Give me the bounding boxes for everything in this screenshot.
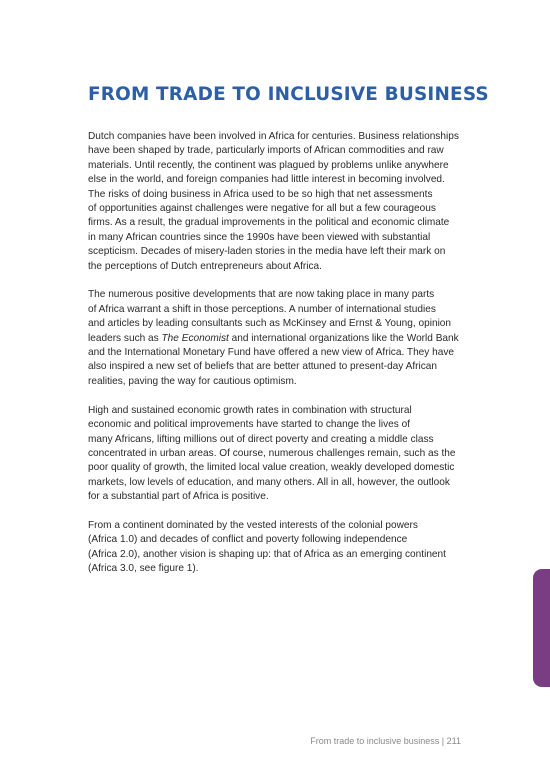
- text-segment: and international organizations like the World Bank: [228, 332, 459, 344]
- paragraph-1: [88, 130, 460, 274]
- text-line: concentrated in urban areas. Of course, numerous challenges remain, such as the: [88, 447, 456, 459]
- publication-name: The Economist: [161, 332, 229, 344]
- text-line: poor quality of growth, the limited local value creation, weakly developed domestic: [88, 462, 455, 474]
- text-line: (Africa 1.0) and decades of conflict and poverty following independence: [88, 534, 408, 546]
- text-line: (Africa 3.0, see figure 1).: [88, 563, 199, 575]
- text-line: have been shaped by trade, particularly imports of African commodities and raw: [88, 145, 444, 157]
- text-line: economic and political improvements have started to change the lives of: [88, 419, 411, 431]
- text-line: The numerous positive developments that are now taking place in many parts: [88, 289, 435, 301]
- text-line: else in the world, and foreign companies had little interest in becoming involved.: [88, 174, 445, 186]
- text-line: realities, paving the way for cautious optimism.: [88, 375, 297, 387]
- text-line: markets, low levels of education, and many others. All in all, however, the outlook: [88, 476, 450, 488]
- paragraph-2: [88, 288, 460, 389]
- text-line: and the International Monetary Fund have offered a new view of Africa. They have: [88, 347, 455, 359]
- text-line: From a continent dominated by the vested interests of the colonial powers: [88, 519, 418, 531]
- text-line: many Africans, lifting millions out of direct poverty and creating a middle class: [88, 433, 434, 445]
- text-line: The risks of doing business in Africa used to be so high that net assessments: [88, 188, 433, 200]
- text-line: for a substantial part of Africa is positive.: [88, 491, 269, 503]
- text-line: of opportunities against challenges were negative for all but a few courageous: [88, 203, 436, 215]
- text-line: Dutch companies have been involved in Africa for centuries. Business relationships: [88, 131, 459, 142]
- text-line: [88, 332, 460, 346]
- body-text: [88, 130, 460, 591]
- text-line: of Africa warrant a shift in those perceptions. A number of international studies: [88, 303, 436, 315]
- text-segment: leaders such as: [88, 332, 162, 344]
- text-line: (Africa 2.0), another vision is shaping up: that of Africa as an emerging continent: [88, 548, 446, 560]
- text-line: in many African countries since the 1990s have been viewed with substantial: [88, 231, 431, 243]
- text-line: the perceptions of Dutch entrepreneurs about Africa.: [88, 260, 322, 272]
- paragraph-4: [88, 519, 460, 577]
- text-line: High and sustained economic growth rates in combination with structural: [88, 404, 412, 416]
- text-line: firms. As a result, the gradual improvements in the political and economic climate: [88, 217, 450, 229]
- text-line: scepticism. Decades of misery-laden stories in the media have left their mark on: [88, 246, 446, 258]
- paragraph-3: [88, 404, 460, 505]
- page-footer: From trade to inclusive business | 211: [310, 736, 461, 746]
- page-title: FROM TRADE TO INCLUSIVE BUSINESS: [88, 84, 489, 105]
- text-line: and articles by leading consultants such as McKinsey and Ernst & Young, opinion: [88, 318, 452, 330]
- section-tab: [533, 569, 550, 687]
- text-line: also inspired a new set of beliefs that are better attuned to present-day African: [88, 361, 438, 373]
- text-line: materials. Until recently, the continent was plagued by problems unlike anywhere: [88, 159, 449, 171]
